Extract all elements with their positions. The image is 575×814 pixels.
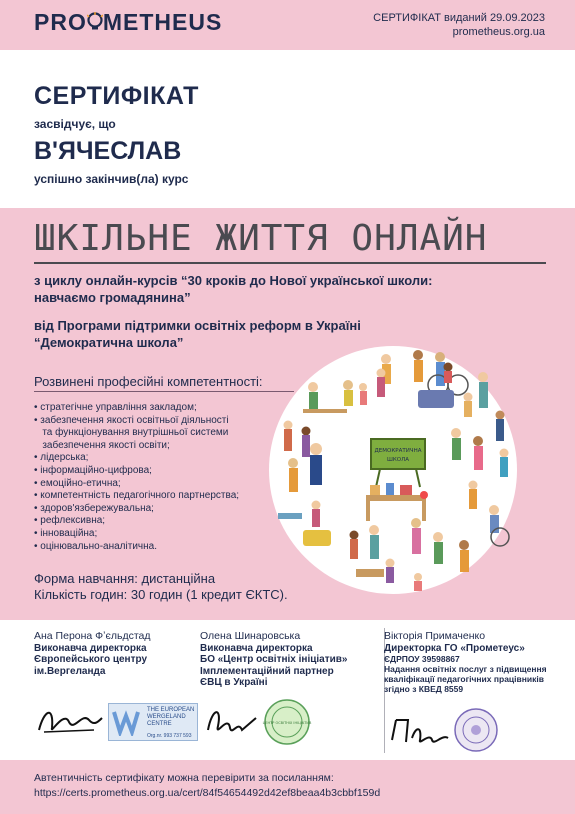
study-hours: Кількість годин: 30 годин (1 кредит ЄКТС). [34,587,288,602]
prometheus-stamp [452,706,500,754]
verify-label: Автентичність сертифікату можна перевірити за посиланням: [34,772,334,784]
signature-block-2 [200,631,370,689]
completed-text: успішно закінчив(ла) курс [34,172,189,186]
site-link[interactable]: prometheus.org.ua [452,26,545,38]
signer-name: Ана Перона Фʼєльдстад [34,630,151,642]
signer-edrpou: ЄДРПОУ 39598867 [384,654,460,664]
cycle-line-1: з циклу онлайн-курсів “30 кроків до Нової української школи: [34,273,433,288]
wergeland-logo [108,703,198,741]
signer-name: Олена Шинаровська [200,630,301,642]
signer-role: ЄВЦ в Україні [200,677,268,688]
course-title-underline [34,262,546,264]
course-title: ШКІЛЬНЕ ЖИТТЯ ОНЛАЙН [34,218,488,259]
header-issue-info [373,11,545,39]
wergeland-text [147,707,194,728]
verify-link[interactable]: https://certs.prometheus.org.ua/cert/84f54654492d42ef8beaa4b3cbbf159d [34,787,381,799]
wergeland-number: Org.nr. 993 737 593 [147,733,192,739]
competency-item: та функціонування внутрішньої системи [34,427,229,439]
study-form: Форма навчання: дистанційна [34,571,216,586]
competencies-list [34,402,274,553]
competency-item: забезпечення якості освіти; [34,439,170,451]
wergeland-line: CENTRE [147,721,172,727]
signer-role: Імплементаційний партнер [200,665,334,677]
certificate-title: СЕРТИФІКАТ [34,82,199,110]
competency-item: • здоров'язбережувальна; [34,502,154,514]
competency-item: • забезпечення якості освітньої діяльності [34,414,229,426]
prometheus-logo [34,9,222,36]
school-board [371,439,425,469]
competency-item: • оцінювально-аналітична. [34,540,157,552]
signer-position: Директорка ГО «Прометеус» [384,642,525,654]
wergeland-mark-icon [112,708,144,736]
signer-position: Виконавча директорка [34,642,147,654]
logo-text-metheus: METHEUS [102,9,223,35]
course-cycle [34,272,474,306]
signature-block-1 [34,631,184,677]
signer-org: БО «Центр освітніх ініціатив» [200,654,348,665]
competency-item: • емоційно-етична; [34,477,121,489]
signer-org: Європейського центру [34,654,148,665]
competency-item: • інноваційна; [34,527,98,539]
certifies-text: засвідчує, що [34,117,116,131]
lightbulb-icon [87,12,103,32]
program-line-1: від Програми підтримки освітніх реформ в Україні [34,318,361,333]
competency-item: • інформаційно-цифрова; [34,464,152,476]
issued-date: СЕРТИФІКАТ виданий 29.09.2023 [373,12,545,24]
handwritten-signature-3 [386,712,452,752]
competency-item: • стратегічне управління закладом; [34,402,197,413]
signer-license: згідно з КВЕД 8559 [384,684,464,694]
wergeland-line: WERGELAND [147,714,186,720]
board-text-1: ДЕМОКРАТИЧНА [374,448,422,454]
signer-license: Надання освітніх послуг з підвищення [384,664,547,674]
board-text-2: ШКОЛА [386,457,410,463]
organization-stamp [262,697,312,747]
recipient-name: В'ЯЧЕСЛАВ [34,137,182,165]
signature-block-3 [384,631,554,694]
handwritten-signature-2 [200,700,260,744]
competency-item: • лідерська; [34,452,89,464]
signer-license: кваліфікації педагогічних працівників [384,674,544,684]
signer-org: ім.Вергеланда [34,665,106,677]
handwritten-signature-1 [34,700,104,740]
democratic-school-illustration [268,345,518,595]
wergeland-line: THE EUROPEAN [147,707,195,713]
signer-position: Виконавча директорка [200,642,313,654]
program-line-2: “Демократична школа” [34,335,184,350]
logo-text-pro: PRO [34,9,87,35]
competencies-title: Розвинені професійні компетентності: [34,374,294,392]
competency-item: • компетентність педагогічного партнерства; [34,490,240,502]
stamp-text: ЦЕНТР ОСВІТНІХ ІНІЦІАТИВ [262,721,312,725]
competency-item: • рефлексивна; [34,515,106,527]
signer-name: Вікторія Примаченко [384,630,486,642]
cycle-line-2: навчаємо громадянина” [34,290,191,305]
